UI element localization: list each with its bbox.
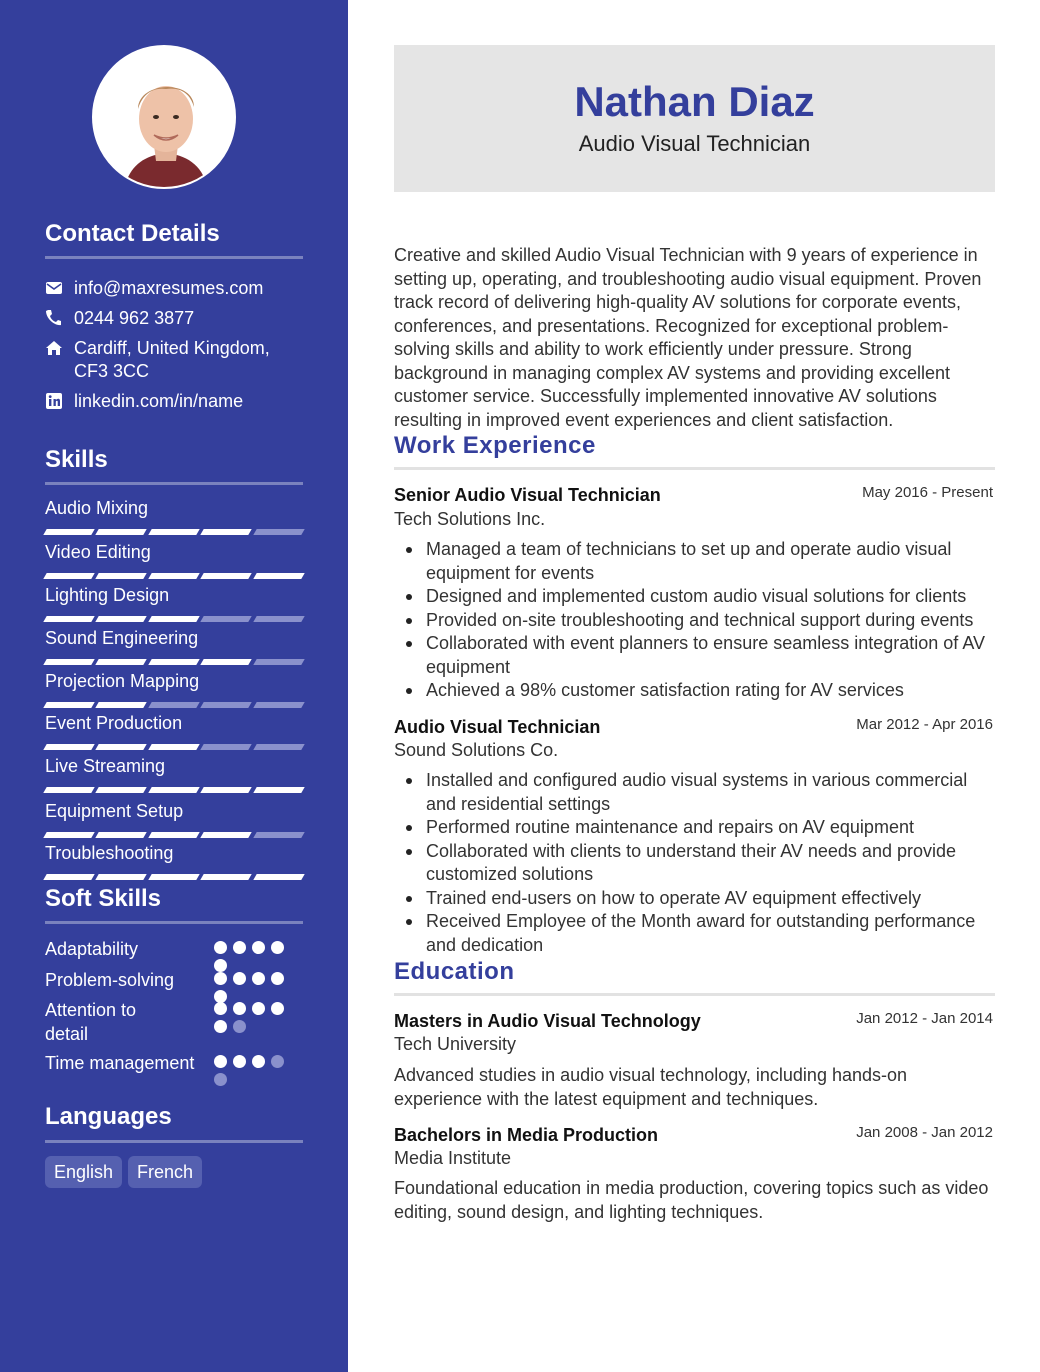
- skill-level-segment: [200, 702, 252, 708]
- contact-linkedin[interactable]: [45, 390, 243, 413]
- rating-dot: [233, 972, 246, 985]
- contact-heading: Contact Details: [45, 220, 220, 247]
- soft-skill-name: Adaptability: [45, 939, 139, 959]
- profile-summary: Creative and skilled Audio Visual Technician with 9 years of experience in setting up, operating, and troubleshooting audio visual equipment. Proven track record of delivering high-quality AV solutions for corporate events, conferences, and presentations. Recognized for exceptional problem-solving skills and ability to work efficiently under pressure. Strong background in managing complex AV systems and providing excellent customer service. Successfully implemented innovative AV solutions resulting in improved event experiences and client satisfaction.: [394, 245, 982, 430]
- job-bullets: [426, 538, 994, 703]
- linkedin-icon: [45, 392, 63, 410]
- rating-dot: [271, 941, 284, 954]
- skill-level-segment: [96, 787, 148, 793]
- skill-level-segment: [148, 702, 200, 708]
- skill-level-segment: [43, 787, 95, 793]
- skill-level-segment: [148, 787, 200, 793]
- school-name: Tech University: [394, 1034, 517, 1054]
- degree-title: Bachelors in Media Production: [394, 1125, 659, 1145]
- profile-photo: [94, 47, 236, 189]
- skill-level-segment: [96, 659, 148, 665]
- phone-text[interactable]: 0244 962 3877: [74, 308, 195, 328]
- skill-level-bar: [45, 702, 303, 708]
- skill-level-segment: [43, 529, 95, 535]
- skill-level-segment: [96, 702, 148, 708]
- rating-dot: [233, 941, 246, 954]
- skill-level-segment: [200, 616, 252, 622]
- address-line1: Cardiff, United Kingdom,: [74, 338, 270, 358]
- soft-skill-name: Attention to detail: [45, 1000, 137, 1044]
- contact-divider: [45, 256, 303, 259]
- skill-level-segment: [148, 832, 200, 838]
- skill-level-segment: [200, 787, 252, 793]
- list-item: Performed routine maintenance and repairs on AV equipment: [426, 816, 994, 840]
- skill-name: Live Streaming: [45, 756, 166, 776]
- language-tag: French: [128, 1156, 202, 1188]
- skills-divider: [45, 482, 303, 485]
- skill-name: Troubleshooting: [45, 843, 174, 863]
- list-item: Managed a team of technicians to set up and operate audio visual equipment for events: [426, 538, 994, 585]
- skill-level-segment: [96, 744, 148, 750]
- list-item: Collaborated with clients to understand their AV needs and provide customized solutions: [426, 840, 994, 887]
- skill-name: Event Production: [45, 713, 183, 733]
- skill-level-segment: [253, 659, 305, 665]
- skill-level-segment: [200, 874, 252, 880]
- rating-dot: [214, 941, 227, 954]
- work-divider: [394, 467, 995, 470]
- job-company: Tech Solutions Inc.: [394, 509, 546, 529]
- degree-title: Masters in Audio Visual Technology: [394, 1011, 701, 1031]
- job-date: May 2016 - Present: [862, 484, 993, 501]
- rating-dot: [271, 972, 284, 985]
- candidate-title: Audio Visual Technician: [578, 131, 811, 156]
- skill-level-segment: [148, 616, 200, 622]
- degree-date: Jan 2012 - Jan 2014: [856, 1010, 993, 1027]
- skill-level-segment: [253, 832, 305, 838]
- skill-level-segment: [253, 573, 305, 579]
- soft-skill-rating: [214, 941, 290, 972]
- skill-level-bar: [45, 529, 303, 535]
- skill-level-segment: [253, 744, 305, 750]
- soft-skill-rating: [214, 1002, 290, 1033]
- skill-level-segment: [43, 616, 95, 622]
- sidebar: [0, 0, 348, 1372]
- contact-address: [45, 337, 270, 383]
- skill-name: Projection Mapping: [45, 671, 200, 691]
- skill-level-segment: [200, 573, 252, 579]
- list-item: Received Employee of the Month award for outstanding performance and dedication: [426, 910, 994, 957]
- skill-level-bar: [45, 874, 303, 880]
- rating-dot: [233, 1020, 246, 1033]
- skill-name: Video Editing: [45, 542, 151, 562]
- skill-name: Sound Engineering: [45, 628, 199, 648]
- list-item: Trained end-users on how to operate AV equipment effectively: [426, 887, 994, 911]
- home-icon: [45, 339, 63, 357]
- skill-name: Equipment Setup: [45, 801, 184, 821]
- list-item: Collaborated with event planners to ensure seamless integration of AV equipment: [426, 632, 994, 679]
- list-item: Provided on-site troubleshooting and technical support during events: [426, 609, 994, 633]
- rating-dot: [252, 1002, 265, 1015]
- skill-level-bar: [45, 573, 303, 579]
- skill-level-segment: [200, 832, 252, 838]
- skill-level-bar: [45, 659, 303, 665]
- skill-level-segment: [43, 702, 95, 708]
- rating-dot: [252, 941, 265, 954]
- skill-level-segment: [148, 744, 200, 750]
- skill-level-segment: [253, 529, 305, 535]
- soft-skill-rating: [214, 972, 290, 1003]
- skill-level-segment: [148, 529, 200, 535]
- rating-dot: [214, 972, 227, 985]
- skill-level-segment: [43, 832, 95, 838]
- candidate-name: Nathan Diaz: [574, 78, 815, 125]
- job-bullets: [426, 769, 994, 957]
- list-item: Installed and configured audio visual systems in various commercial and residential settings: [426, 769, 994, 816]
- skill-level-segment: [253, 616, 305, 622]
- languages-divider: [45, 1140, 303, 1143]
- soft-skills-heading: Soft Skills: [45, 885, 162, 912]
- list-item: Designed and implemented custom audio visual solutions for clients: [426, 585, 994, 609]
- skill-level-segment: [200, 744, 252, 750]
- soft-skill-name: Time management: [45, 1053, 195, 1073]
- work-heading: Work Experience: [394, 432, 596, 459]
- skill-level-bar: [45, 787, 303, 793]
- skill-name: Lighting Design: [45, 585, 170, 605]
- education-divider: [394, 993, 995, 996]
- language-tag: English: [45, 1156, 122, 1188]
- resume-header: [394, 45, 995, 192]
- skill-level-segment: [148, 874, 200, 880]
- skill-name: Audio Mixing: [45, 498, 149, 518]
- school-name: Media Institute: [394, 1148, 512, 1168]
- rating-dot: [233, 1055, 246, 1068]
- skill-level-segment: [253, 874, 305, 880]
- rating-dot: [214, 1073, 227, 1086]
- soft-skill-rating: [214, 1055, 290, 1086]
- rating-dot: [214, 1002, 227, 1015]
- job-company: Sound Solutions Co.: [394, 740, 559, 760]
- avatar: [92, 45, 236, 189]
- soft-skills-divider: [45, 921, 303, 924]
- rating-dot: [214, 959, 227, 972]
- linkedin-text[interactable]: linkedin.com/in/name: [74, 391, 244, 411]
- skill-level-segment: [148, 573, 200, 579]
- skill-level-segment: [148, 659, 200, 665]
- rating-dot: [214, 1055, 227, 1068]
- degree-date: Jan 2008 - Jan 2012: [856, 1124, 993, 1141]
- skill-level-segment: [253, 787, 305, 793]
- languages-heading: Languages: [45, 1103, 172, 1130]
- degree-description: Foundational education in media production, covering topics such as video editing, sound design, and lighting techniques.: [394, 1178, 989, 1222]
- skill-level-segment: [43, 744, 95, 750]
- skill-level-segment: [96, 832, 148, 838]
- address-line2: CF3 3CC: [74, 361, 150, 381]
- skill-level-bar: [45, 744, 303, 750]
- list-item: Achieved a 98% customer satisfaction rating for AV services: [426, 679, 994, 703]
- contact-email[interactable]: [45, 277, 263, 300]
- skill-level-segment: [96, 616, 148, 622]
- skill-level-segment: [43, 874, 95, 880]
- skill-level-segment: [200, 659, 252, 665]
- soft-skill-name: Problem-solving: [45, 970, 175, 990]
- envelope-icon: [45, 279, 63, 297]
- rating-dot: [233, 1002, 246, 1015]
- rating-dot: [252, 972, 265, 985]
- skill-level-segment: [96, 874, 148, 880]
- email-text[interactable]: info@maxresumes.com: [74, 278, 264, 298]
- contact-phone[interactable]: [45, 307, 194, 330]
- skill-level-segment: [96, 573, 148, 579]
- skill-level-segment: [200, 529, 252, 535]
- skill-level-bar: [45, 616, 303, 622]
- rating-dot: [252, 1055, 265, 1068]
- rating-dot: [214, 1020, 227, 1033]
- skills-heading: Skills: [45, 446, 108, 473]
- phone-icon: [45, 309, 63, 327]
- skill-level-segment: [43, 659, 95, 665]
- skill-level-bar: [45, 832, 303, 838]
- education-heading: Education: [394, 958, 515, 985]
- job-date: Mar 2012 - Apr 2016: [856, 716, 993, 733]
- job-title: Audio Visual Technician: [394, 717, 601, 737]
- skill-level-segment: [253, 702, 305, 708]
- rating-dot: [271, 1002, 284, 1015]
- skill-level-segment: [43, 573, 95, 579]
- rating-dot: [271, 1055, 284, 1068]
- job-title: Senior Audio Visual Technician: [394, 485, 661, 505]
- skill-level-segment: [96, 529, 148, 535]
- degree-description: Advanced studies in audio visual technology, including hands-on experience with the latest equipment and techniques.: [394, 1065, 908, 1109]
